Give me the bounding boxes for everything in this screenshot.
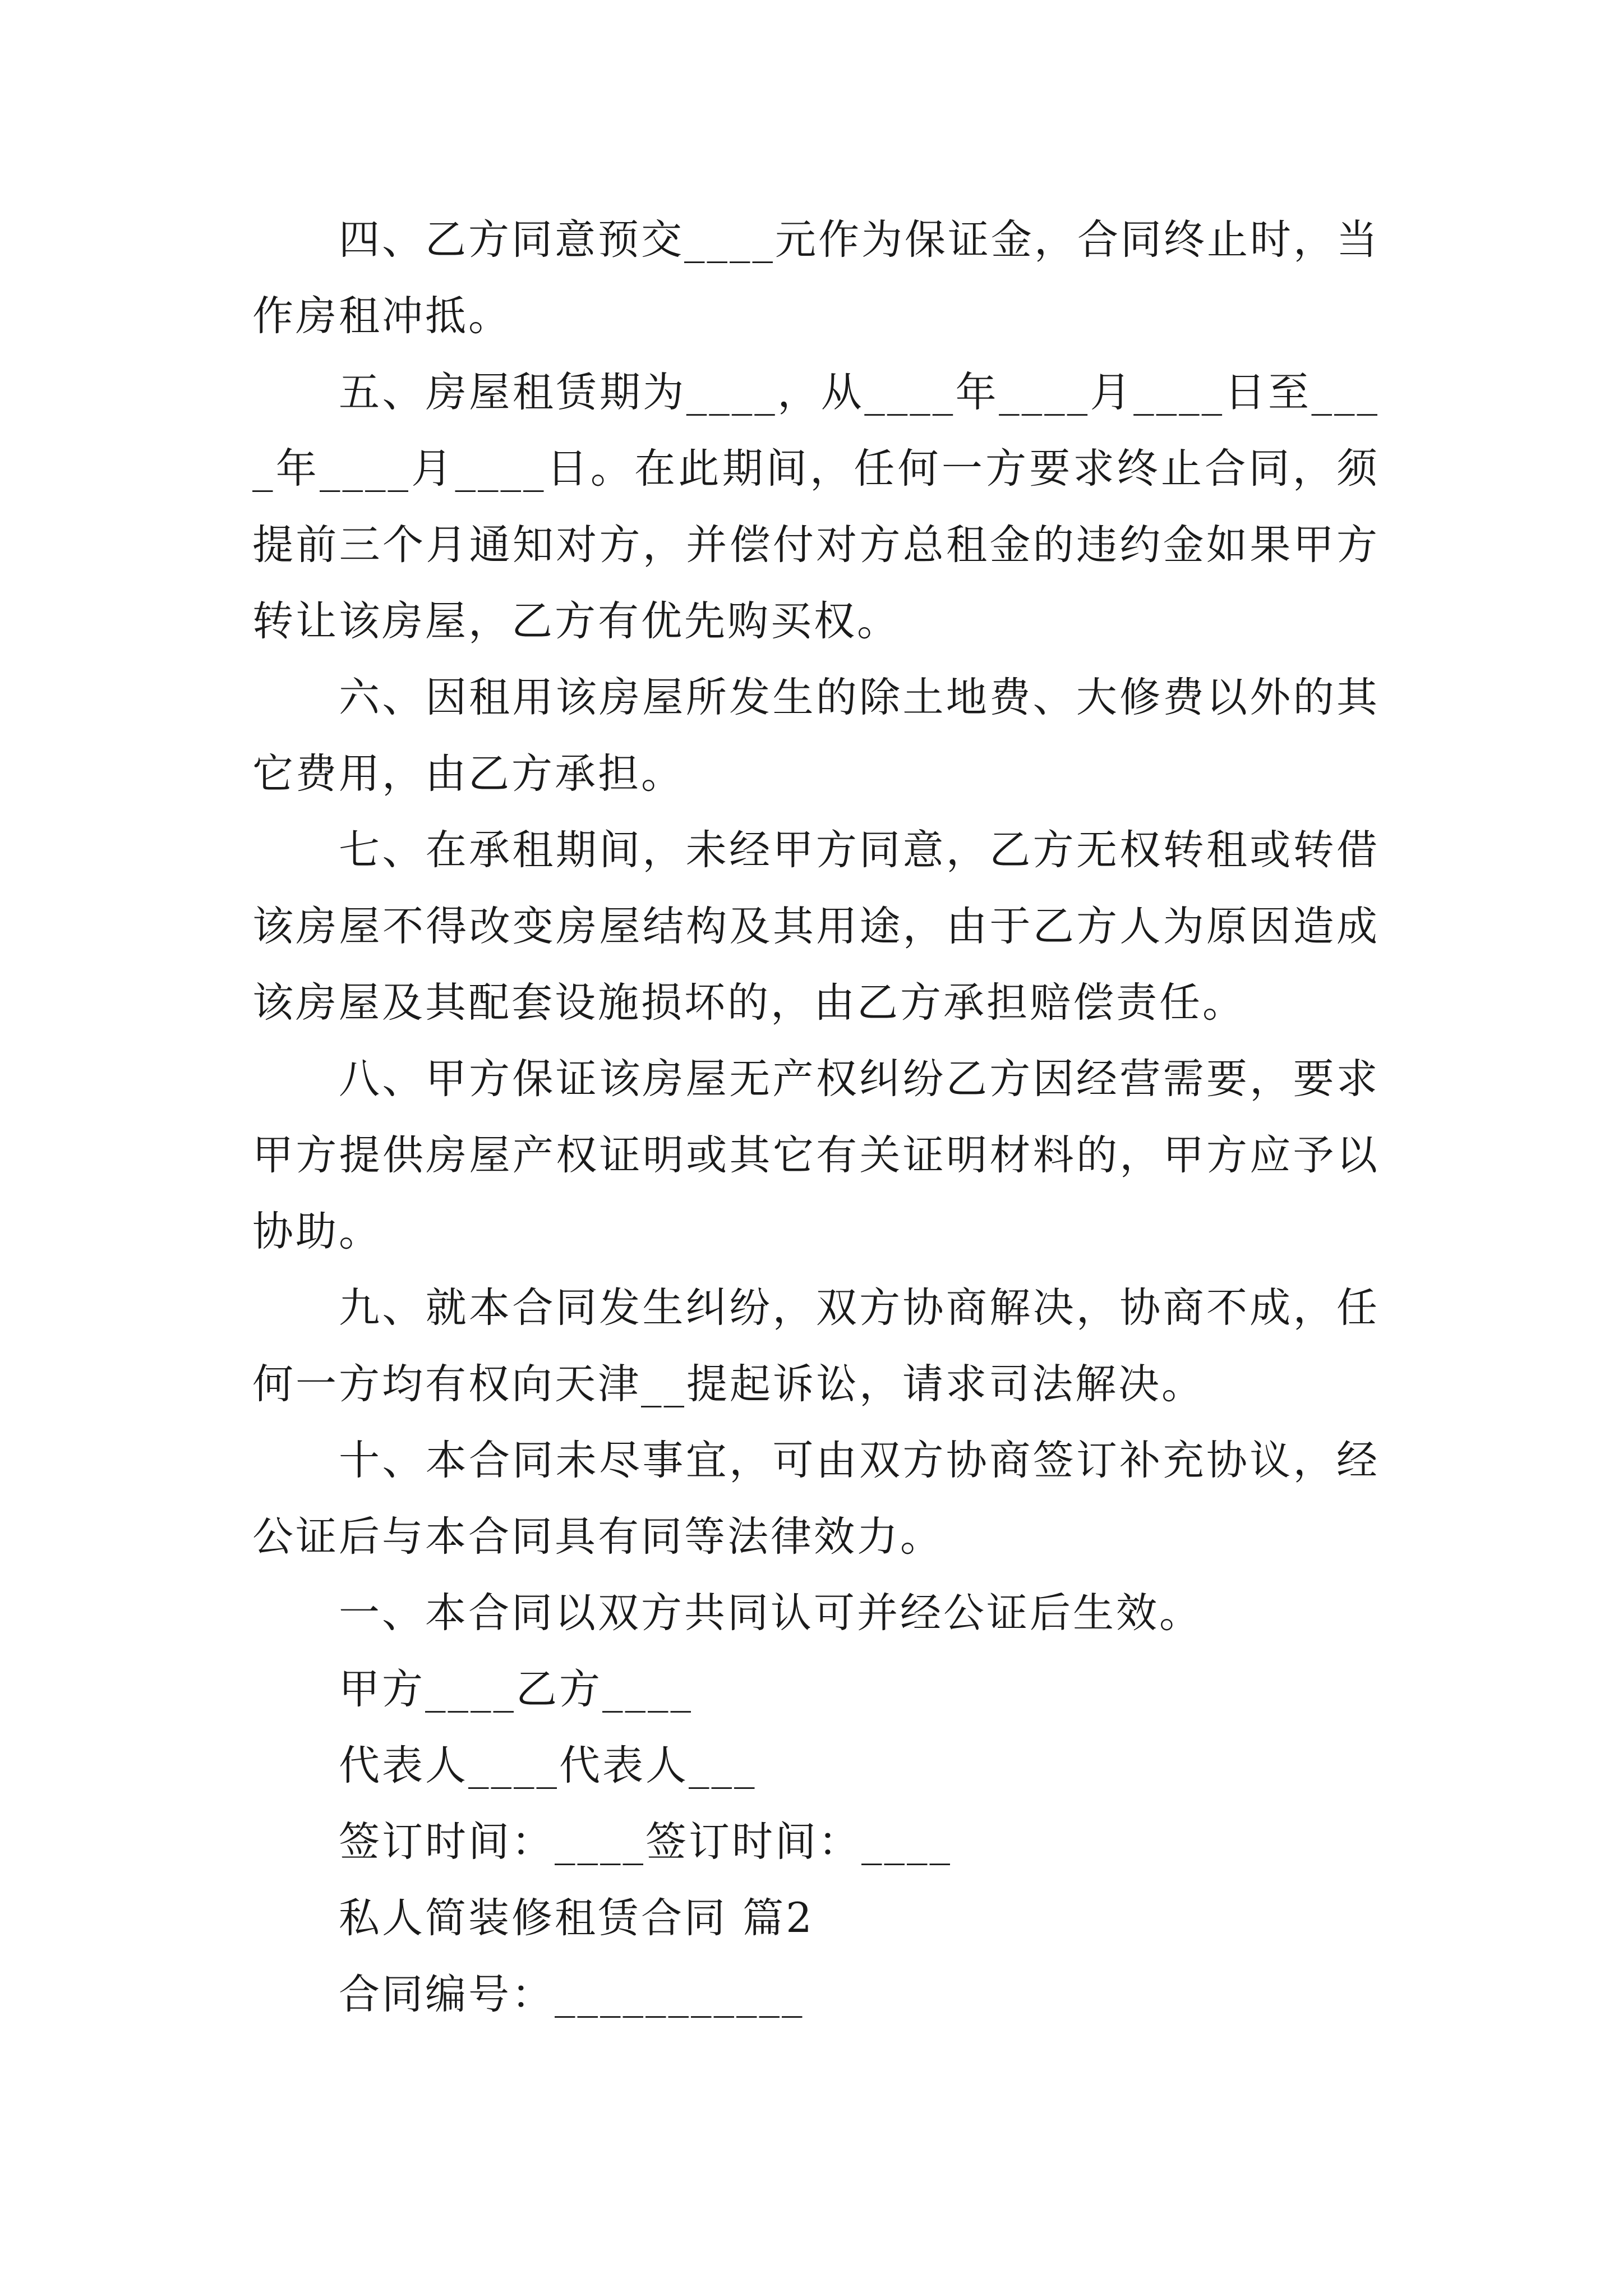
signing-date-line: 签订时间：____签订时间：____ [339, 1818, 952, 1866]
clause-6: 六、因租用该房屋所发生的除土地费、大修费以外的其它费用，由乙方承担。 [252, 674, 1380, 798]
clause-5: 五、房屋租赁期为____，从____年____月____日至____年____月____日。在此期间，任何一方要求终止合同，须提前三个月通知对方，并偿付对方总租金的违约金如果甲方转让该房屋，乙方有优先购买权。 [252, 369, 1380, 645]
document-page [252, 202, 1380, 2033]
representative-line: 代表人____代表人___ [339, 1742, 757, 1789]
clause-8: 八、甲方保证该房屋无产权纠纷乙方因经营需要，要求甲方提供房屋产权证明或其它有关证明材料的，甲方应予以协助。 [252, 1055, 1380, 1255]
clause-effective: 一、本合同以双方共同认可并经公证后生效。 [339, 1589, 1202, 1637]
contract-number-line: 合同编号：___________ [339, 1971, 805, 2018]
clause-7: 七、在承租期间，未经甲方同意，乙方无权转租或转借该房屋不得改变房屋结构及其用途，由于乙方人为原因造成该房屋及其配套设施损坏的，由乙方承担赔偿责任。 [252, 826, 1380, 1027]
clause-10: 十、本合同未尽事宜，可由双方协商签订补充协议，经公证后与本合同具有同等法律效力。 [252, 1437, 1380, 1561]
clause-9: 九、就本合同发生纠纷，双方协商解决，协商不成，任何一方均有权向天津__提起诉讼，请求司法解决。 [252, 1284, 1380, 1408]
party-line: 甲方____乙方____ [339, 1665, 693, 1713]
section-heading: 私人简装修租赁合同 篇2 [339, 1894, 814, 1942]
clause-4: 四、乙方同意预交____元作为保证金，合同终止时，当作房租冲抵。 [252, 216, 1380, 340]
